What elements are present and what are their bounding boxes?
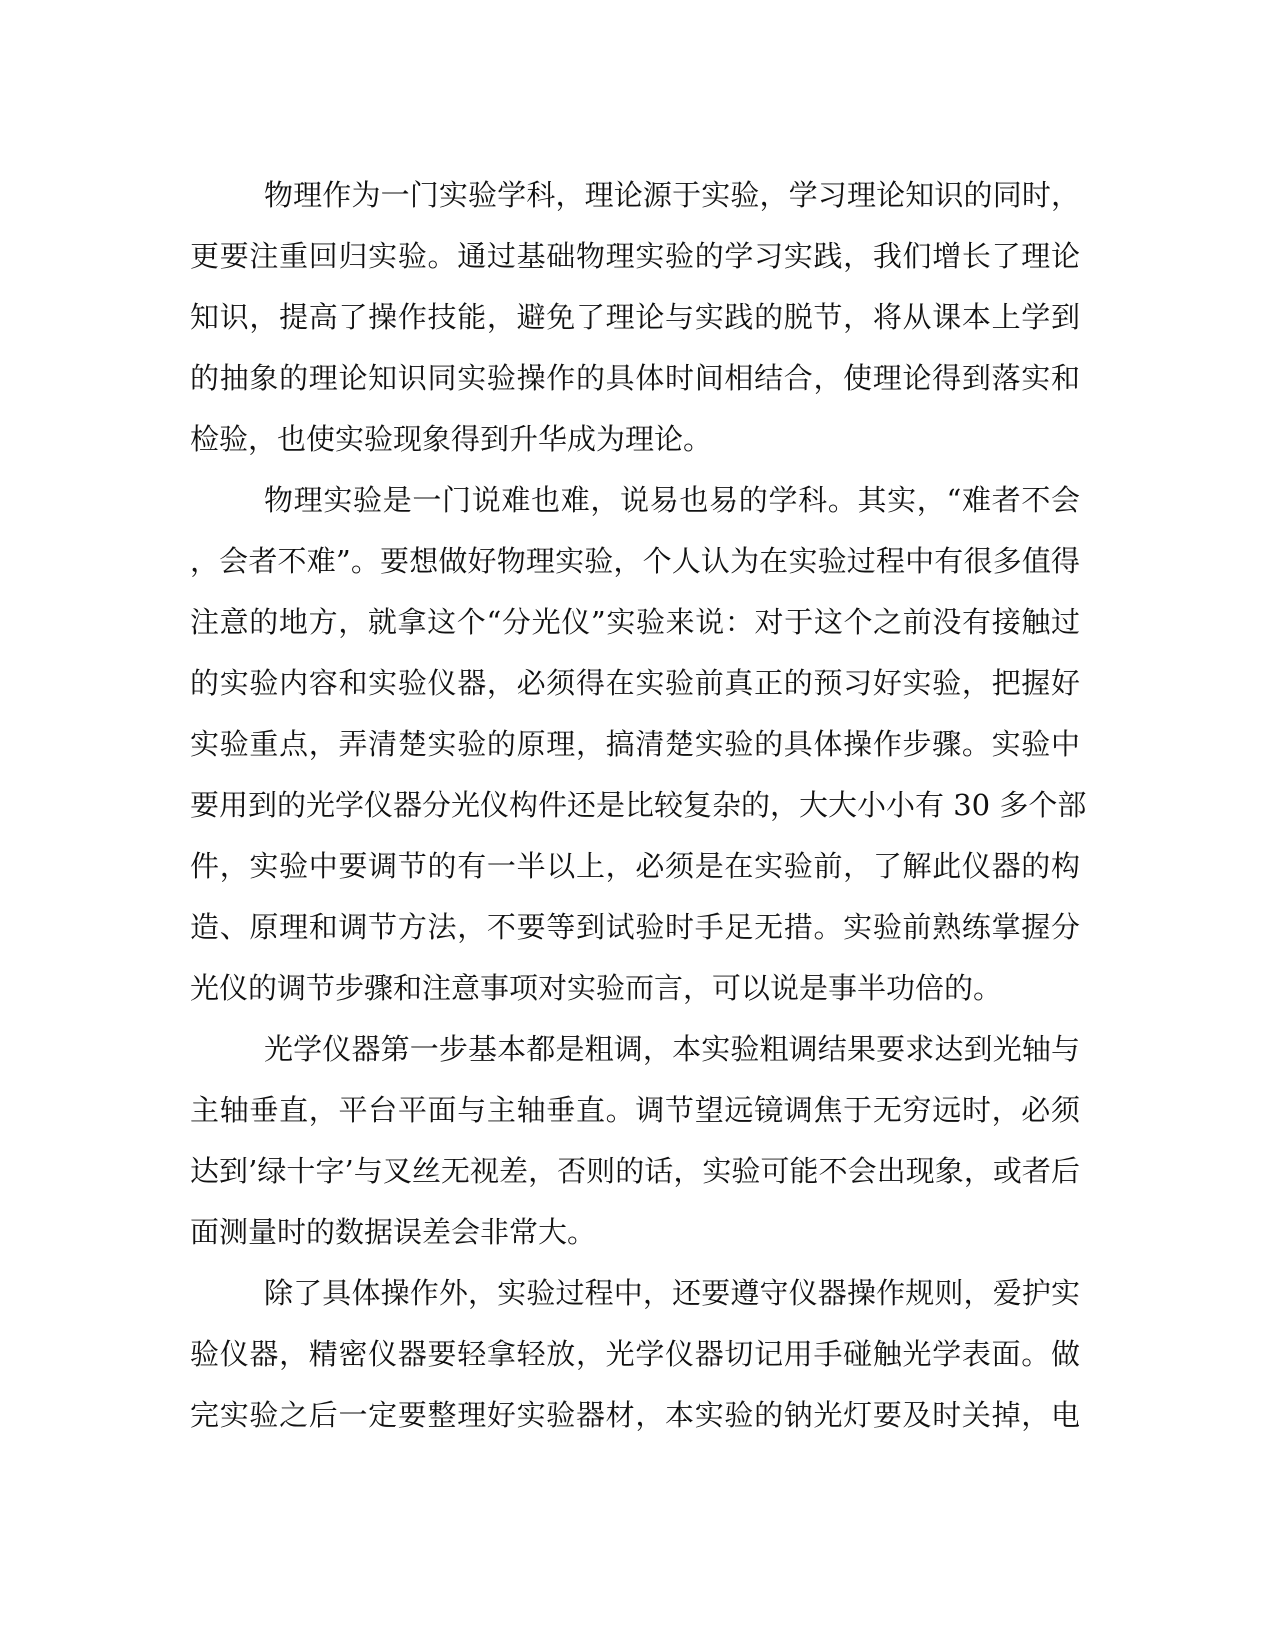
paragraph-4 bbox=[190, 1263, 1080, 1446]
text-line: 光学仪器第一步基本都是粗调，本实验粗调结果要求达到光轴与 bbox=[264, 1032, 1080, 1066]
text-line: 验仪器，精密仪器要轻拿轻放，光学仪器切记用手碰触光学表面。做 bbox=[190, 1337, 1080, 1371]
text-line: 更要注重回归实验。通过基础物理实验的学习实践，我们增长了理论 bbox=[190, 239, 1080, 273]
text-line: 完实验之后一定要整理好实验器材，本实验的钠光灯要及时关掉，电 bbox=[190, 1398, 1080, 1432]
paragraph-1 bbox=[190, 165, 1080, 470]
text-line: 的抽象的理论知识同实验操作的具体时间相结合，使理论得到落实和 bbox=[190, 361, 1080, 395]
text-line: 主轴垂直，平台平面与主轴垂直。调节望远镜调焦于无穷远时，必须 bbox=[190, 1093, 1080, 1127]
text-line: 检验，也使实验现象得到升华成为理论。 bbox=[190, 422, 713, 456]
text-line: 物理作为一门实验学科，理论源于实验，学习理论知识的同时， bbox=[264, 178, 1080, 212]
text-line: 实验重点，弄清楚实验的原理，搞清楚实验的具体操作步骤。实验中 bbox=[190, 727, 1080, 761]
text-line: 光仪的调节步骤和注意事项对实验而言，可以说是事半功倍的。 bbox=[190, 971, 1003, 1005]
text-line: 要用到的光学仪器分光仪构件还是比较复杂的，大大小小有 30 多个部 bbox=[190, 788, 1087, 822]
paragraph-2 bbox=[190, 470, 1087, 1019]
text-line: 面测量时的数据误差会非常大。 bbox=[190, 1215, 597, 1249]
text-line: 除了具体操作外，实验过程中，还要遵守仪器操作规则，爱护实 bbox=[264, 1276, 1080, 1310]
document-body bbox=[190, 165, 1087, 1446]
text-line: 造、原理和调节方法，不要等到试验时手足无措。实验前熟练掌握分 bbox=[190, 910, 1080, 944]
text-line: 达到’绿十字’与叉丝无视差，否则的话，实验可能不会出现象，或者后 bbox=[190, 1154, 1080, 1188]
text-line: 物理实验是一门说难也难，说易也易的学科。其实，“难者不会 bbox=[264, 483, 1080, 517]
paragraph-3 bbox=[190, 1019, 1080, 1263]
text-line: 知识，提高了操作技能，避免了理论与实践的脱节，将从课本上学到 bbox=[190, 300, 1080, 334]
text-line: 件，实验中要调节的有一半以上，必须是在实验前，了解此仪器的构 bbox=[190, 849, 1080, 883]
text-line: ，会者不难”。要想做好物理实验，个人认为在实验过程中有很多值得 bbox=[190, 544, 1080, 578]
text-line: 注意的地方，就拿这个“分光仪”实验来说：对于这个之前没有接触过 bbox=[190, 605, 1080, 639]
text-line: 的实验内容和实验仪器，必须得在实验前真正的预习好实验，把握好 bbox=[190, 666, 1080, 700]
